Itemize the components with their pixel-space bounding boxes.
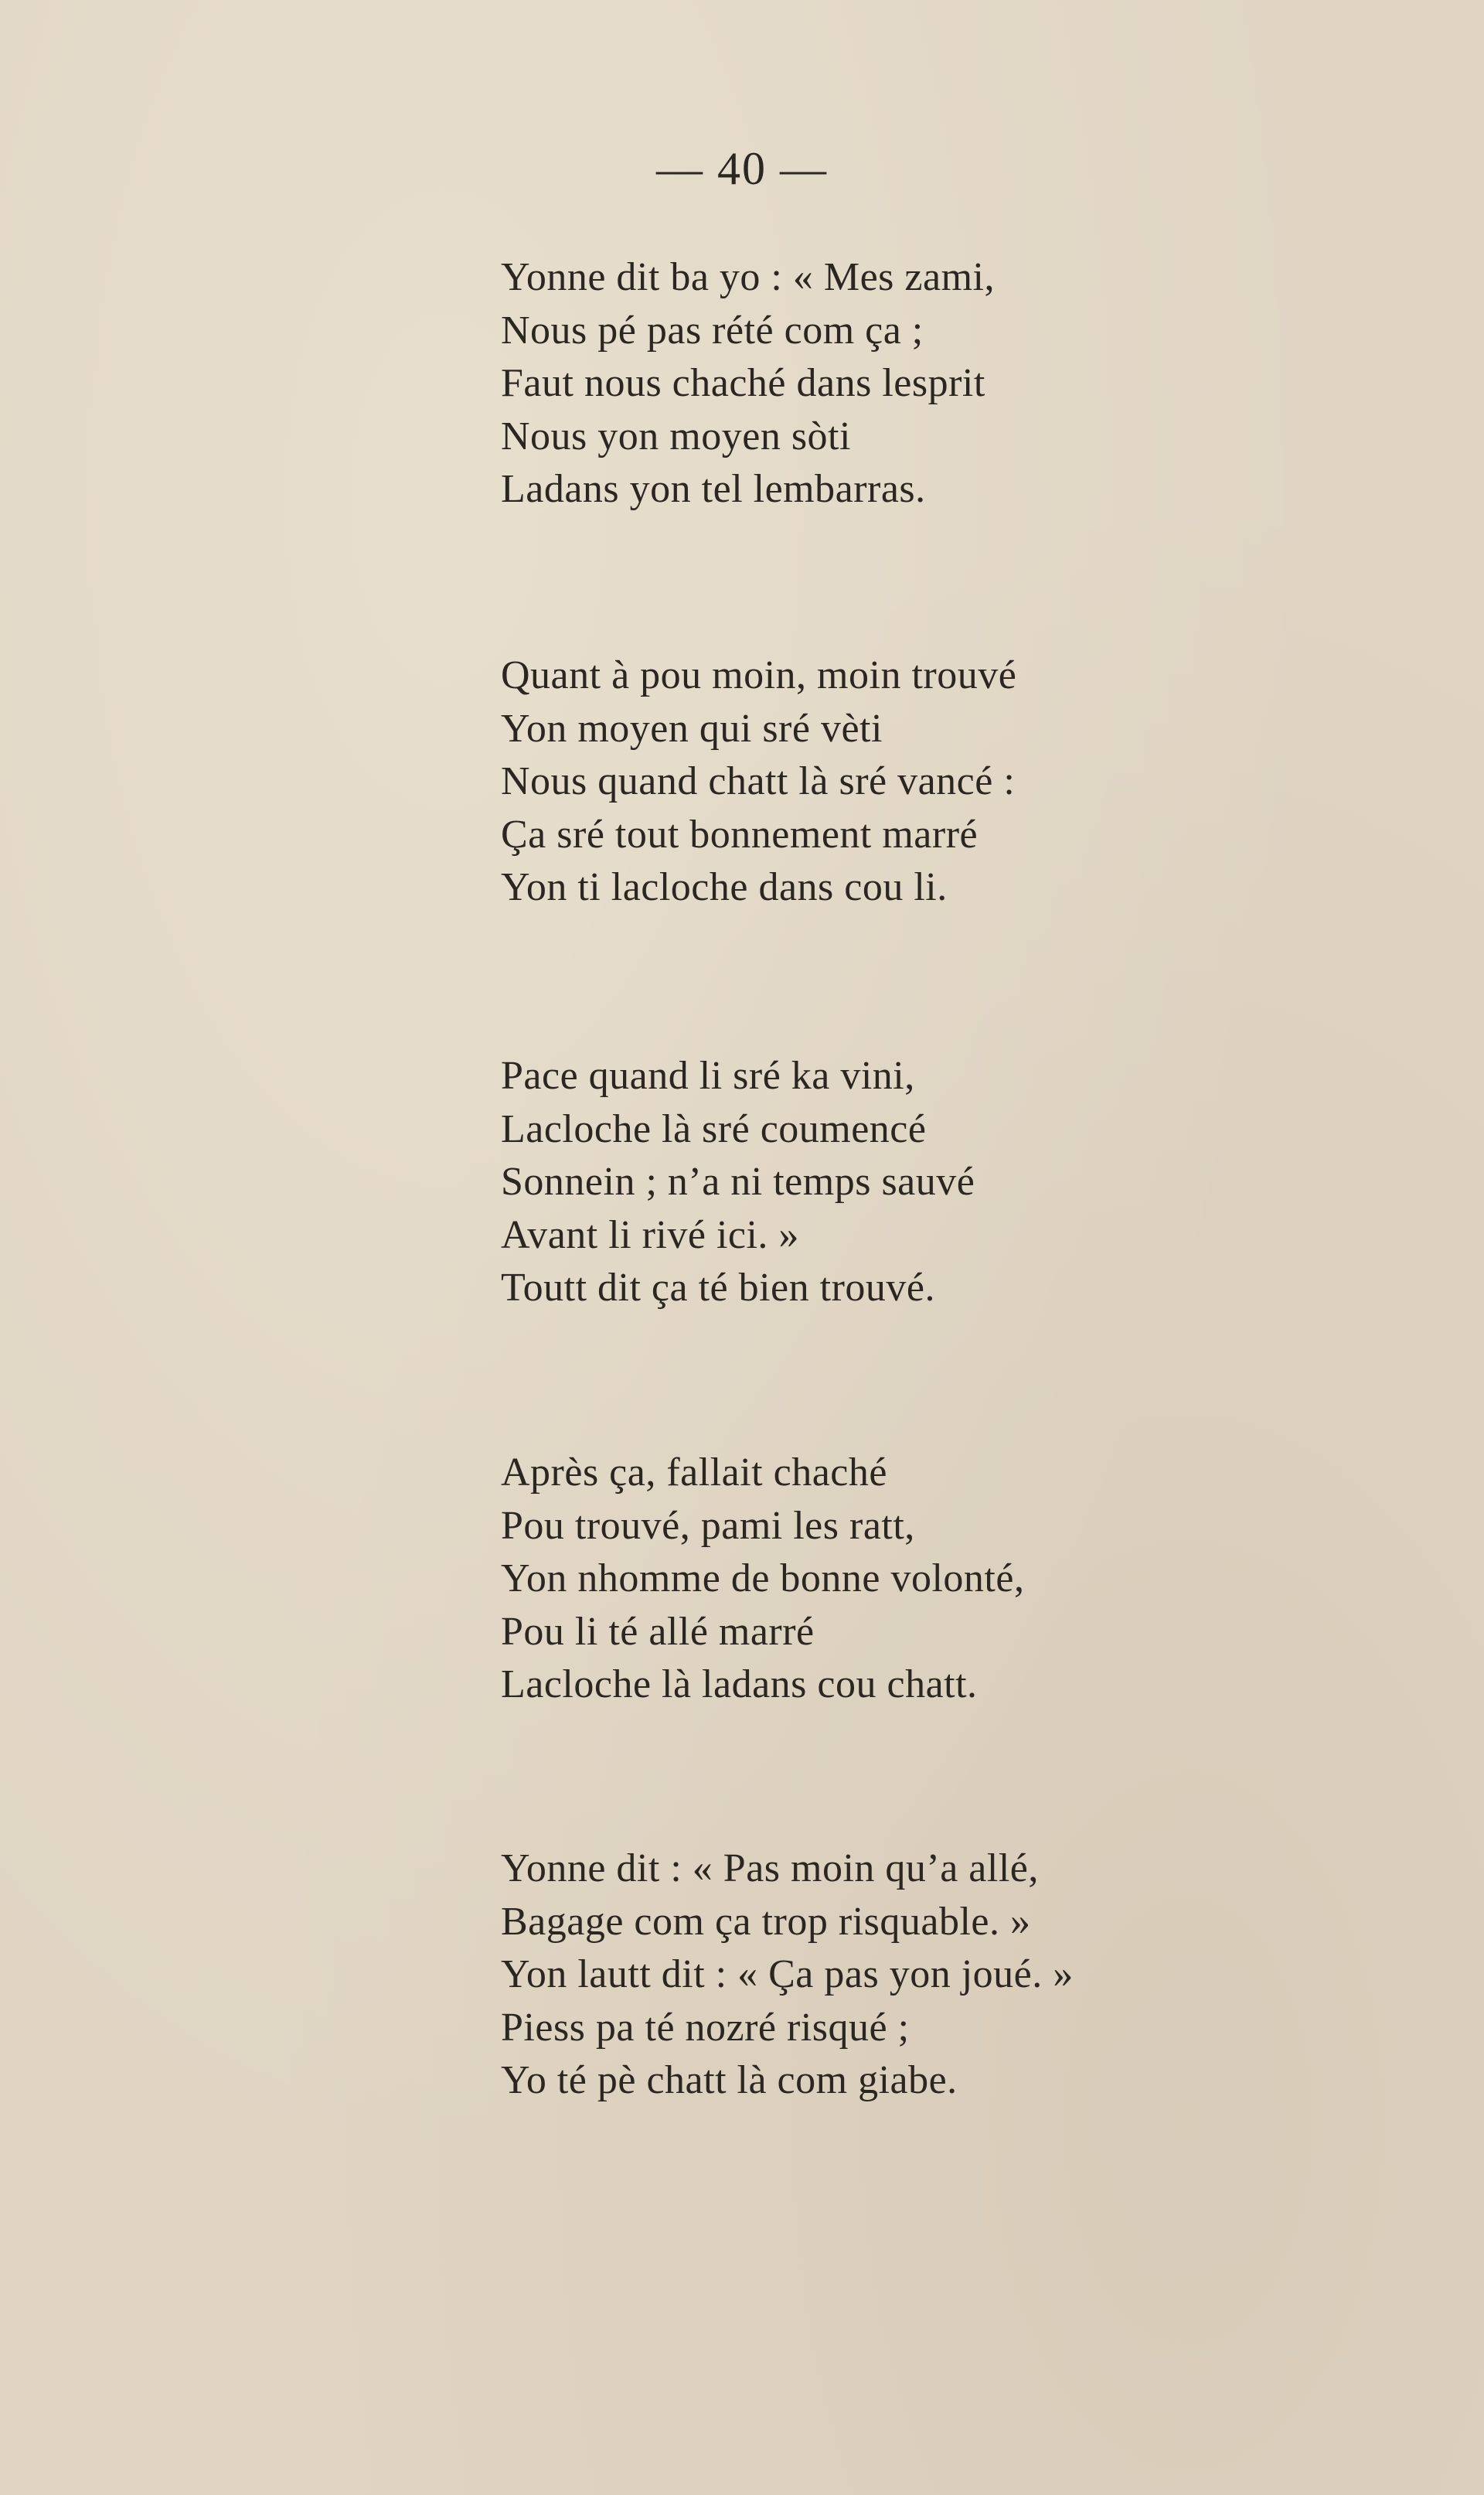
verse-line: Faut nous chaché dans lesprit <box>501 361 985 405</box>
verse-line: Nous yon moyen sòti <box>501 414 851 458</box>
verse-line: Après ça, fallait chaché <box>501 1450 887 1495</box>
verse-line: Lacloche là sré coumencé <box>501 1106 927 1151</box>
verse-line: Sonnein ; n’a ni temps sauvé <box>501 1160 975 1204</box>
verse-line: Yonne dit : « Pas moin qu’a allé, <box>501 1846 1039 1890</box>
verse-line: Ça sré tout bonnement marré <box>501 812 979 857</box>
stanza <box>501 1842 1196 2108</box>
verse-line: Yo té pè chatt là com giabe. <box>501 2058 958 2102</box>
verse-line: Yonne dit ba yo : « Mes zami, <box>501 255 995 299</box>
stanza <box>501 1050 1196 1315</box>
page-number: — 40 — <box>656 143 828 194</box>
verse-line: Yon nhomme de bonne volonté, <box>501 1556 1025 1600</box>
verse-line: Yon moyen qui sré vèti <box>501 706 883 751</box>
verse-line: Pace quand li sré ka vini, <box>501 1054 915 1098</box>
stanza <box>501 649 1196 915</box>
verse-line: Lacloche là ladans cou chatt. <box>501 1662 978 1706</box>
verse-line: Pou li té allé marré <box>501 1609 815 1654</box>
verse-line: Quant à pou moin, moin trouvé <box>501 653 1017 697</box>
verse-line: Ladans yon tel lembarras. <box>501 467 926 511</box>
verse-line: Pou trouvé, pami les ratt, <box>501 1503 915 1548</box>
verse-line: Yon ti lacloche dans cou li. <box>501 865 948 909</box>
verse-line: Yon lautt dit : « Ça pas yon joué. » <box>501 1952 1074 1996</box>
verse-line: Nous quand chatt là sré vancé : <box>501 759 1016 803</box>
verse-line: Nous pé pas rété com ça ; <box>501 308 924 353</box>
verse-line: Avant li rivé ici. » <box>501 1212 799 1257</box>
verse-line: Piess pa té nozré risqué ; <box>501 2005 910 2050</box>
stanza <box>501 251 1196 516</box>
verse-line: Toutt dit ça té bien trouvé. <box>501 1266 935 1310</box>
stanza <box>501 1447 1196 1712</box>
verse-line: Bagage com ça trop risquable. » <box>501 1899 1031 1944</box>
